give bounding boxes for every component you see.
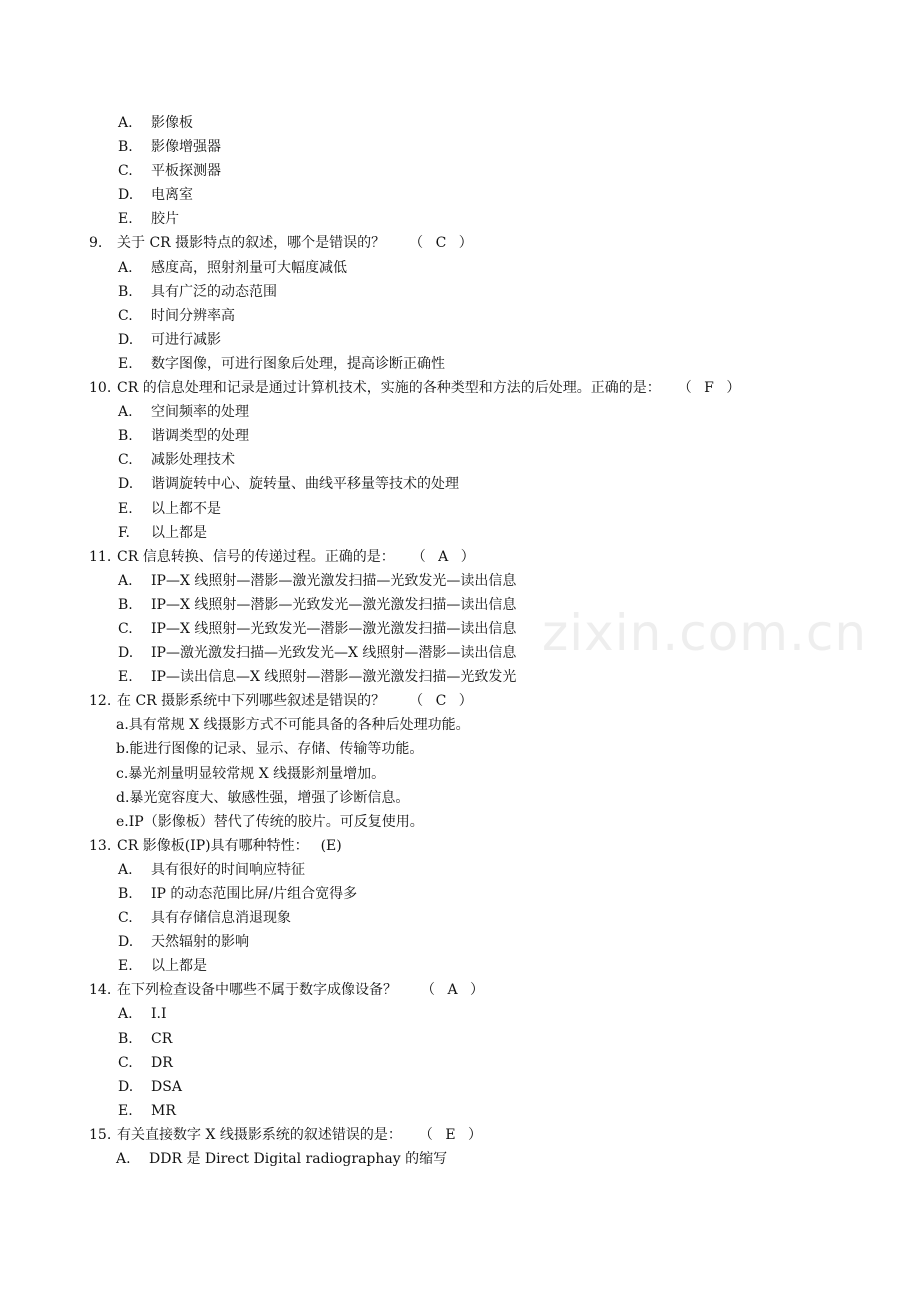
question-text: 在 CR 摄影系统中下列哪些叙述是错误的？ <box>117 693 386 710</box>
question-number: 9. <box>89 235 103 252</box>
option-e <box>0 954 920 978</box>
question-10 <box>0 376 920 400</box>
option-text: IP 的动态范围比屏/片组合宽得多 <box>151 886 358 902</box>
option-letter: A. <box>118 1006 133 1023</box>
option-text: 具有广泛的动态范围 <box>151 283 277 300</box>
option-text: IP—X 线照射—潜影—光致发光—激光激发扫描—读出信息 <box>151 596 517 613</box>
option-c <box>0 159 920 183</box>
option-text: DR <box>151 1054 173 1071</box>
option-text: DDR 是 Direct Digital radiographay 的缩写 <box>149 1151 448 1168</box>
option-a <box>0 1147 920 1171</box>
option-letter: B. <box>118 886 133 902</box>
option-text: 暴光宽容度大、敏感性强，增强了诊断信息。 <box>129 789 410 806</box>
option-c <box>0 906 920 930</box>
option-text: MR <box>151 1102 176 1119</box>
option-text: 可进行减影 <box>151 331 221 348</box>
option-a <box>0 1002 920 1026</box>
option-b <box>0 593 920 617</box>
option-letter: D. <box>118 934 134 951</box>
answer: （ C ） <box>409 235 477 252</box>
option-e <box>0 810 920 834</box>
option-d <box>0 1075 920 1099</box>
option-e <box>0 1099 920 1123</box>
option-letter: F. <box>118 524 130 541</box>
question-9 <box>0 231 920 255</box>
option-c <box>0 1051 920 1075</box>
option-a <box>0 858 920 882</box>
option-text: 谐调类型的处理 <box>151 428 249 445</box>
option-text: 具有很好的时间响应特征 <box>151 861 305 878</box>
option-letter: B. <box>118 1030 133 1047</box>
option-text: 时间分辨率高 <box>151 307 235 324</box>
option-letter: C. <box>118 910 133 927</box>
option-text: 谐调旋转中心、旋转量、曲线平移量等技术的处理 <box>151 476 459 493</box>
option-letter: C. <box>118 620 133 637</box>
option-text: IP—激光激发扫描—光致发光—X 线照射—潜影—读出信息 <box>151 645 517 662</box>
option-text: IP—X 线照射—光致发光—潜影—激光激发扫描—读出信息 <box>151 620 517 637</box>
option-b <box>0 135 920 159</box>
watermark-text: zixin.com.cn <box>542 604 868 662</box>
option-letter: C. <box>118 1054 133 1071</box>
option-a <box>0 713 920 737</box>
option-text: 感度高，照射剂量可大幅度减低 <box>151 259 347 276</box>
answer: （ A ） <box>418 548 479 565</box>
option-letter: C. <box>118 307 133 324</box>
question-text: CR 影像板(IP)具有哪种特性： <box>117 837 309 854</box>
option-letter: C. <box>118 163 133 180</box>
question-number: 12. <box>89 693 112 710</box>
option-letter: D. <box>118 331 134 348</box>
option-letter: E. <box>118 355 133 372</box>
option-letter: B. <box>118 428 133 445</box>
answer: （ E ） <box>425 1126 486 1143</box>
option-letter: E. <box>118 669 133 686</box>
option-letter: c. <box>116 765 129 782</box>
option-text: 减影处理技术 <box>151 452 235 469</box>
option-b <box>0 882 920 906</box>
question-14 <box>0 978 920 1002</box>
option-text: 电离室 <box>151 187 193 204</box>
option-text: 暴光剂量明显较常规 X 线摄影剂量增加。 <box>128 765 386 782</box>
option-text: 以上都不是 <box>151 500 221 517</box>
answer: （ C ） <box>409 693 477 710</box>
question-13 <box>0 834 920 858</box>
option-letter: D. <box>118 476 134 493</box>
option-letter: e. <box>116 813 129 830</box>
question-number: 14. <box>89 982 112 999</box>
option-c <box>0 304 920 328</box>
option-text: 平板探测器 <box>151 163 221 180</box>
option-letter: D. <box>118 187 134 204</box>
option-c <box>0 448 920 472</box>
question-number: 10. <box>89 380 112 397</box>
option-letter: D. <box>118 1078 134 1095</box>
question-text: 在下列检查设备中哪些不属于数字成像设备？ <box>117 982 397 999</box>
option-letter: D. <box>118 645 134 662</box>
option-text: IP—X 线照射—潜影—激光激发扫描—光致发光—读出信息 <box>151 572 517 589</box>
question-number: 15. <box>89 1126 112 1143</box>
option-e <box>0 497 920 521</box>
option-letter: B. <box>118 596 133 613</box>
option-d <box>0 183 920 207</box>
option-letter: B. <box>118 283 133 300</box>
option-a <box>0 256 920 280</box>
option-d <box>0 472 920 496</box>
option-a <box>0 569 920 593</box>
option-letter: E. <box>118 500 133 517</box>
option-d <box>0 328 920 352</box>
option-letter: A. <box>118 404 133 421</box>
option-letter: d. <box>116 789 130 806</box>
option-letter: B. <box>118 139 133 156</box>
option-text: IP—读出信息—X 线照射—潜影—激光激发扫描—光致发光 <box>151 669 517 686</box>
option-letter: A. <box>118 861 133 878</box>
question-15 <box>0 1123 920 1147</box>
option-a <box>0 400 920 424</box>
option-b <box>0 424 920 448</box>
question-text: CR 信息转换、信号的传递过程。正确的是： <box>117 548 395 565</box>
option-text: 影像增强器 <box>151 139 221 156</box>
option-letter: b. <box>116 741 130 758</box>
question-number: 13. <box>89 837 112 854</box>
option-text: 天然辐射的影响 <box>151 934 249 951</box>
answer: （ F ） <box>684 380 745 397</box>
option-text: 以上都是 <box>151 524 207 541</box>
option-d <box>0 786 920 810</box>
option-d <box>0 930 920 954</box>
option-letter: a. <box>116 717 129 734</box>
option-letter: E. <box>118 1102 133 1119</box>
option-text: 具有存储信息消退现象 <box>151 910 291 927</box>
answer: （ A ） <box>421 982 489 999</box>
option-text: 影像板 <box>151 115 193 131</box>
option-text: IP（影像板）替代了传统的胶片。可反复使用。 <box>128 813 424 830</box>
question-12 <box>0 689 920 713</box>
option-text: DSA <box>151 1078 182 1095</box>
question-text: CR 的信息处理和记录是通过计算机技术，实施的各种类型和方法的后处理。正确的是： <box>117 380 661 397</box>
option-b <box>0 280 920 304</box>
option-letter: A. <box>116 1151 131 1168</box>
option-letter: A. <box>118 572 133 589</box>
option-text: 具有常规 X 线摄影方式不可能具备的各种后处理功能。 <box>128 717 470 734</box>
option-letter: C. <box>118 452 133 469</box>
option-text: 数字图像，可进行图象后处理，提高诊断正确性 <box>151 355 445 372</box>
option-f <box>0 521 920 545</box>
question-11 <box>0 545 920 569</box>
option-letter: A. <box>118 115 133 131</box>
option-b <box>0 737 920 761</box>
option-text: I.I <box>151 1006 167 1023</box>
option-e <box>0 352 920 376</box>
exam-page <box>0 111 920 1171</box>
option-letter: E. <box>118 211 133 228</box>
option-text: 能进行图像的记录、显示、存储、传输等功能。 <box>129 741 424 758</box>
question-text: 关于 CR 摄影特点的叙述，哪个是错误的？ <box>117 235 386 252</box>
option-text: 以上都是 <box>151 958 207 975</box>
option-b <box>0 1027 920 1051</box>
option-d <box>0 641 920 665</box>
option-text: CR <box>151 1030 173 1047</box>
option-e <box>0 207 920 231</box>
option-c <box>0 617 920 641</box>
option-letter: E. <box>118 958 133 975</box>
option-e <box>0 665 920 689</box>
option-c <box>0 762 920 786</box>
option-a <box>0 111 920 135</box>
question-number: 11. <box>89 548 112 565</box>
answer: (E) <box>320 837 342 854</box>
option-letter: A. <box>118 259 133 276</box>
option-text: 胶片 <box>151 211 179 228</box>
question-text: 有关直接数字 X 线摄影系统的叙述错误的是： <box>117 1126 402 1143</box>
option-text: 空间频率的处理 <box>151 404 249 421</box>
